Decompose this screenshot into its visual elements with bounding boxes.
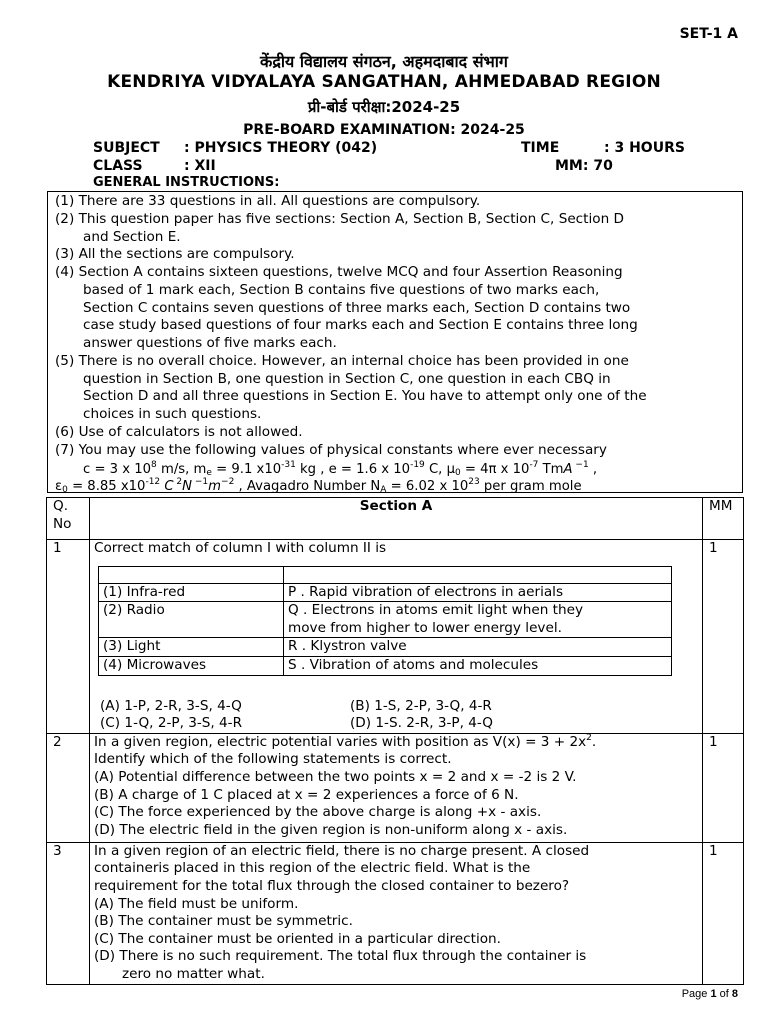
option-c: (C) The container must be oriented in a particular direction. [94, 930, 501, 947]
instruction-line: (3) All the sections are compulsory. [55, 246, 295, 262]
constants-line-1: c = 3 x $10^8$ m/s, $m_e = 9.1$ $x10^{-31}$ kg , e = 1.6 x $10^{-19}$ C, $\mu_0 = 4\pi$ x $10^{-7}$ TmA $^{-1}$ , [83, 460, 598, 478]
time-label: TIME [521, 140, 560, 156]
question-table [46, 497, 744, 985]
option-d: (D) There is no such requirement. The total flux through the container is [94, 948, 587, 965]
question-body [90, 842, 703, 984]
option-c: (C) The force experienced by the above charge is along +x - axis. [94, 804, 542, 821]
table-row [47, 733, 744, 842]
class-label: CLASS [93, 158, 143, 174]
match-row: (4) Microwaves S . Vibration of atoms and molecules [99, 656, 672, 675]
constants-line-2: $\varepsilon_0 = 8.85$ $x10^{-12}$ C $^2$N $^{-1}m^{-2}$ , Avagadro Number $N_A = 6.02$ x $10^{23}$ per gram mole [55, 477, 582, 495]
qno-header: Q. No [47, 498, 90, 540]
instruction-line: (4) Section A contains sixteen questions, twelve MCQ and four Assertion Reasoning [55, 264, 623, 280]
question-marks: 1 [703, 733, 744, 842]
option-b: (B) 1-S, 2-P, 3-Q, 4-R [350, 697, 492, 714]
table-header-row [47, 498, 744, 540]
option-b: (B) The container must be symmetric. [94, 913, 353, 930]
instruction-line: based of 1 mark each, Section B contains five questions of two marks each, [83, 282, 600, 298]
section-header: Section A [90, 498, 703, 540]
question-number: 2 [47, 733, 90, 842]
org-title: KENDRIYA VIDYALAYA SANGATHAN, AHMEDABAD REGION [107, 72, 661, 92]
exam-title: PRE-BOARD EXAMINATION: 2024-25 [243, 122, 525, 138]
subject-label: SUBJECT [93, 140, 160, 156]
instruction-line: case study based questions of four marks each and Section E contains three long [83, 317, 638, 333]
question-line: requirement for the total flux through the closed container to bezero? [94, 877, 570, 894]
option-c: (C) 1-Q, 2-P, 3-S, 4-R [100, 715, 243, 732]
option-d: (D) The electric field in the given region is non-uniform along x - axis. [94, 821, 568, 838]
instruction-line: answer questions of five marks each. [83, 335, 337, 351]
option-d-continued: zero no matter what. [122, 965, 265, 982]
instruction-line: (6) Use of calculators is not allowed. [55, 424, 303, 440]
option-a: (A) Potential difference between the two points x = 2 and x = -2 is 2 V. [94, 768, 577, 785]
question-number: 1 [47, 540, 90, 734]
match-table [98, 566, 672, 676]
question-body [90, 540, 703, 734]
instruction-line: (1) There are 33 questions in all. All questions are compulsory. [55, 193, 481, 209]
class-value: : XII [184, 158, 216, 174]
option-b: (B) A charge of 1 C placed at x = 2 experiences a force of 6 N. [94, 786, 519, 803]
question-marks: 1 [703, 540, 744, 734]
option-a: (A) 1-P, 2-R, 3-S, 4-Q [100, 697, 242, 714]
option-a: (A) The field must be uniform. [94, 895, 299, 912]
max-marks: MM: 70 [555, 158, 613, 174]
question-text: In a given region, electric potential varies with position as $V(x) = 3 + 2x^2$. [94, 732, 597, 750]
time-value: : 3 HOURS [604, 140, 685, 156]
general-instructions-heading: GENERAL INSTRUCTIONS: [93, 175, 280, 190]
instruction-line: Section C contains seven questions of three marks each, Section D contains two [83, 300, 631, 316]
set-code: SET-1 A [679, 26, 738, 42]
question-marks: 1 [703, 842, 744, 984]
page-number: Page 1 of 8 [681, 988, 738, 1000]
instruction-line: (2) This question paper has five sections: Section A, Section B, Section C, Section D [55, 211, 624, 227]
hindi-org-name: केंद्रीय विद्यालय संगठन, अहमदाबाद संभाग [260, 52, 508, 71]
question-body [90, 733, 703, 842]
instruction-line: Section D and all three questions in Section E. You have to attempt only one of the [83, 388, 647, 404]
match-row: move from higher to lower energy level. [99, 620, 672, 638]
mm-header: MM [703, 498, 744, 540]
match-row: (2) Radio Q . Electrons in atoms emit light when they [99, 602, 672, 620]
hindi-exam-title: प्री-बोर्ड परीक्षा:2024-25 [307, 98, 461, 116]
table-row [47, 842, 744, 984]
question-text: In a given region of an electric field, there is no charge present. A closed [94, 842, 590, 859]
question-text: Correct match of column I with column II is [94, 540, 387, 556]
question-number: 3 [47, 842, 90, 984]
answer-choices [100, 698, 698, 733]
option-d: (D) 1-S. 2-R, 3-P, 4-Q [350, 715, 494, 732]
instruction-line: question in Section B, one question in Section C, one question in each CBQ in [83, 371, 611, 387]
match-row: (3) Light R . Klystron valve [99, 638, 672, 657]
instruction-line: (7) You may use the following values of physical constants where ever necessary [55, 442, 607, 458]
subject-value: : PHYSICS THEORY (042) [184, 140, 378, 156]
question-line: containeris placed in this region of the electric field. What is the [94, 860, 531, 877]
match-row: (1) Infra-red P . Rapid vibration of electrons in aerials [99, 583, 672, 602]
question-line: Identify which of the following statements is correct. [94, 751, 452, 768]
instruction-line: and Section E. [83, 229, 181, 245]
instruction-line: (5) There is no overall choice. However, an internal choice has been provided in one [55, 353, 629, 369]
instruction-line: choices in such questions. [83, 406, 262, 422]
table-row [47, 540, 744, 734]
